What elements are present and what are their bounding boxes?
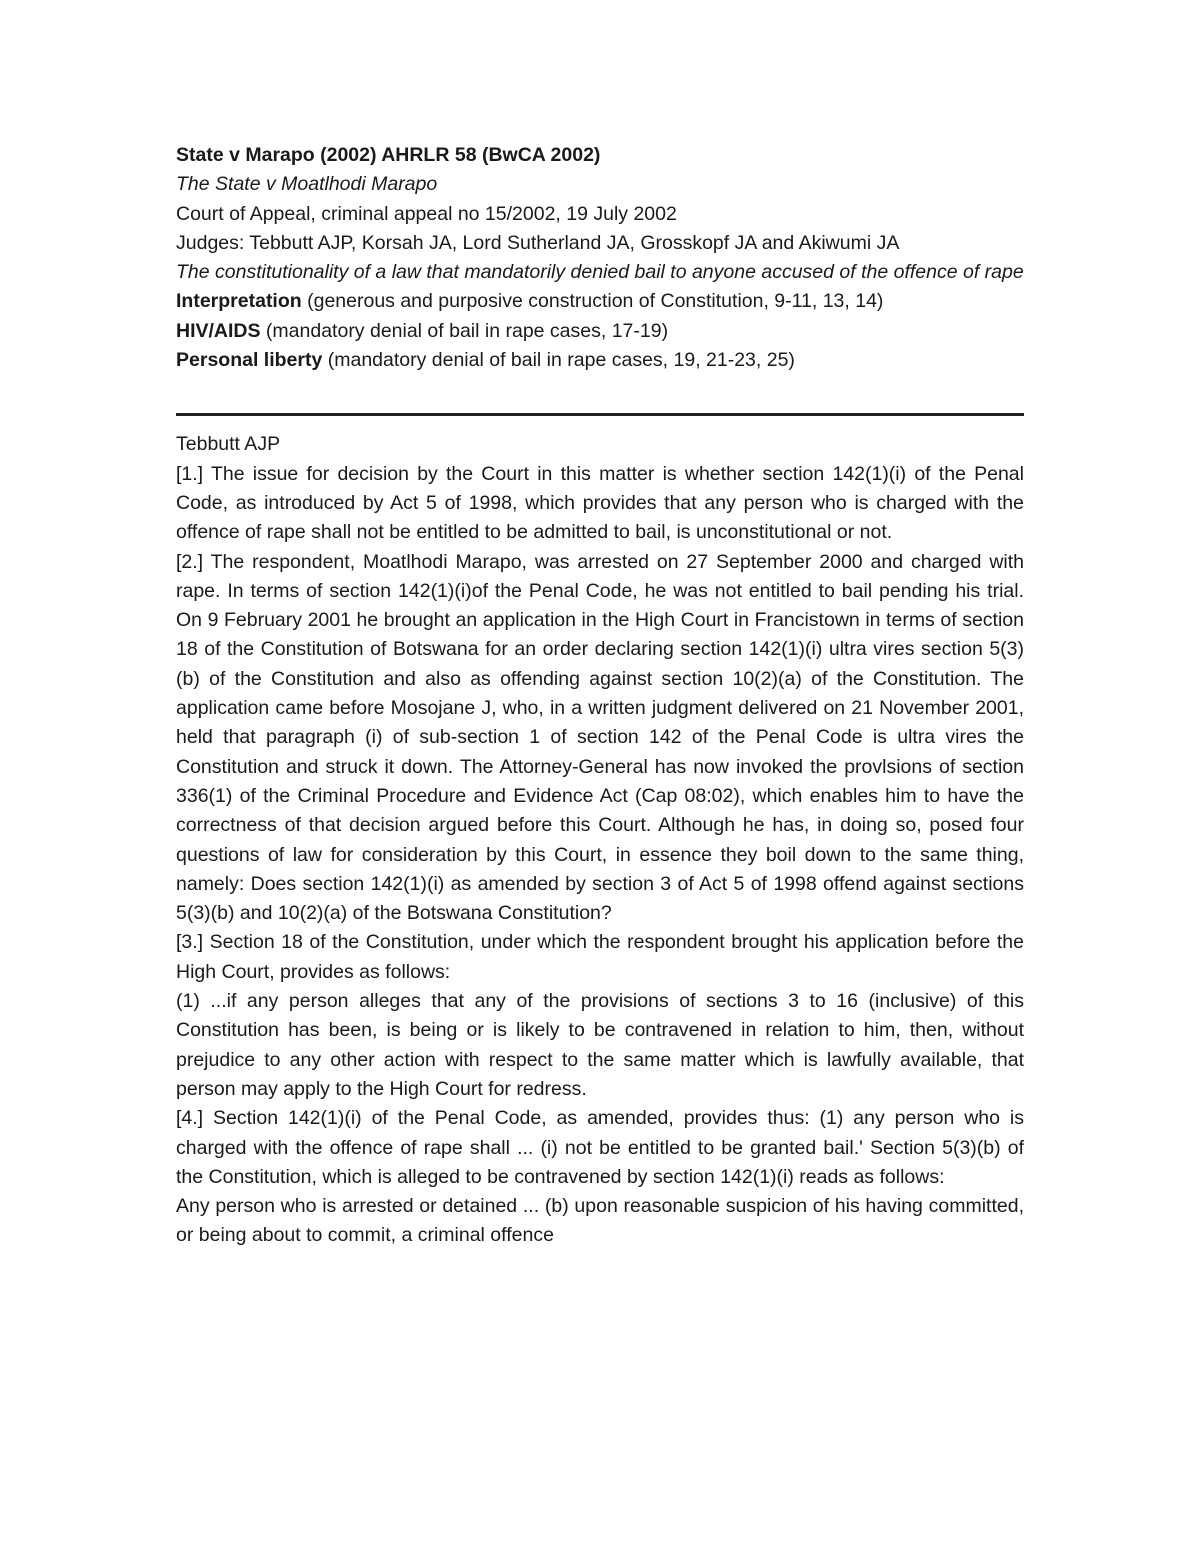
paragraph-4: [4.] Section 142(1)(i) of the Penal Code, as amended, provides thus: (1) any person who is charged with the offence of rape shall ... (i) not be entitled to be granted bail.' Section 5(3)(b) of the Constitution, which is alleged to be contravened by section 142(1)(i) reads as follows: [176,1107,1024,1188]
quoted-section-5: Any person who is arrested or detained ... (b) upon reasonable suspicion of his having committed, or being about to commit, a criminal offence [176,1195,1024,1247]
keyword-term: HIV/AIDS [176,319,261,342]
case-title: State v Marapo (2002) AHRLR 58 (BwCA 2002) [176,144,601,166]
court-info: Court of Appeal, criminal appeal no 15/2002, 19 July 2002 [176,202,677,225]
judge-name: Tebbutt AJP [176,433,281,456]
keyword-line [176,317,1024,346]
quoted-section-18: (1) ...if any person alleges that any of the provisions of sections 3 to 16 (inclusive) of this Constitution has been, is being or is likely to be contravened in relation to him, then, without prejudice to any other action with respect to the same matter which is lawfully available, that person may apply to the High Court for redress. [176,990,1024,1100]
case-summary: The constitutionality of a law that mandatorily denied bail to anyone accused of the offence of rape [176,261,1024,284]
keyword-detail: (mandatory denial of bail in rape cases, 19, 21-23, 25) [322,349,795,372]
keyword-detail: (mandatory denial of bail in rape cases, 17-19) [260,319,669,342]
case-parties: The State v Moatlhodi Marapo [176,173,438,196]
keyword-detail: (generous and purposive construction of Constitution, 9-11, 13, 14) [301,290,884,313]
divider [176,413,1024,416]
paragraph-2: [2.] The respondent, Moatlhodi Marapo, was arrested on 27 September 2000 and charged with rape. In terms of section 142(1)(i)of the Penal Code, he was not entitled to bail pending his trial. On 9 February 2001 he brought an application in the High Court in Francistown in terms of section 18 of the Constitution of Botswana for an order declaring section 142(1)(i) ultra vires section 5(3)(b) of the Constitution and also as offending against section 10(2)(a) of the Constitution. The application came before Mosojane J, who, in a written judgment delivered on 21 November 2001, held that paragraph (i) of sub-section 1 of section 142 of the Penal Code is ultra vires the Constitution and struck it down. The Attorney-General has now invoked the provlsions of section 336(1) of the Criminal Procedure and Evidence Act (Cap 08:02), which enables him to have the correctness of that decision argued before this Court. Although he has, in doing so, posed four questions of law for consideration by this Court, in essence they boil down to the same thing, namely: Does section 142(1)(i) as amended by section 3 of Act 5 of 1998 offend against sections 5(3)(b) and 10(2)(a) of the Botswana Constitution? [176,550,1024,925]
keyword-line [176,346,1024,375]
keyword-line [176,287,1024,316]
paragraph-3: [3.] Section 18 of the Constitution, under which the respondent brought his application before the High Court, provides as follows: [176,931,1024,983]
document-page [176,141,1024,1251]
keyword-term: Personal liberty [176,349,323,372]
keyword-term: Interpretation [176,290,302,313]
judges-line: Judges: Tebbutt AJP, Korsah JA, Lord Sutherland JA, Grosskopf JA and Akiwumi JA [176,231,900,254]
paragraph-1: [1.] The issue for decision by the Court in this matter is whether section 142(1)(i) of the Penal Code, as introduced by Act 5 of 1998, which provides that any person who is charged with the offence of rape shall not be entitled to be admitted to bail, is unconstitutional or not. [176,462,1024,544]
